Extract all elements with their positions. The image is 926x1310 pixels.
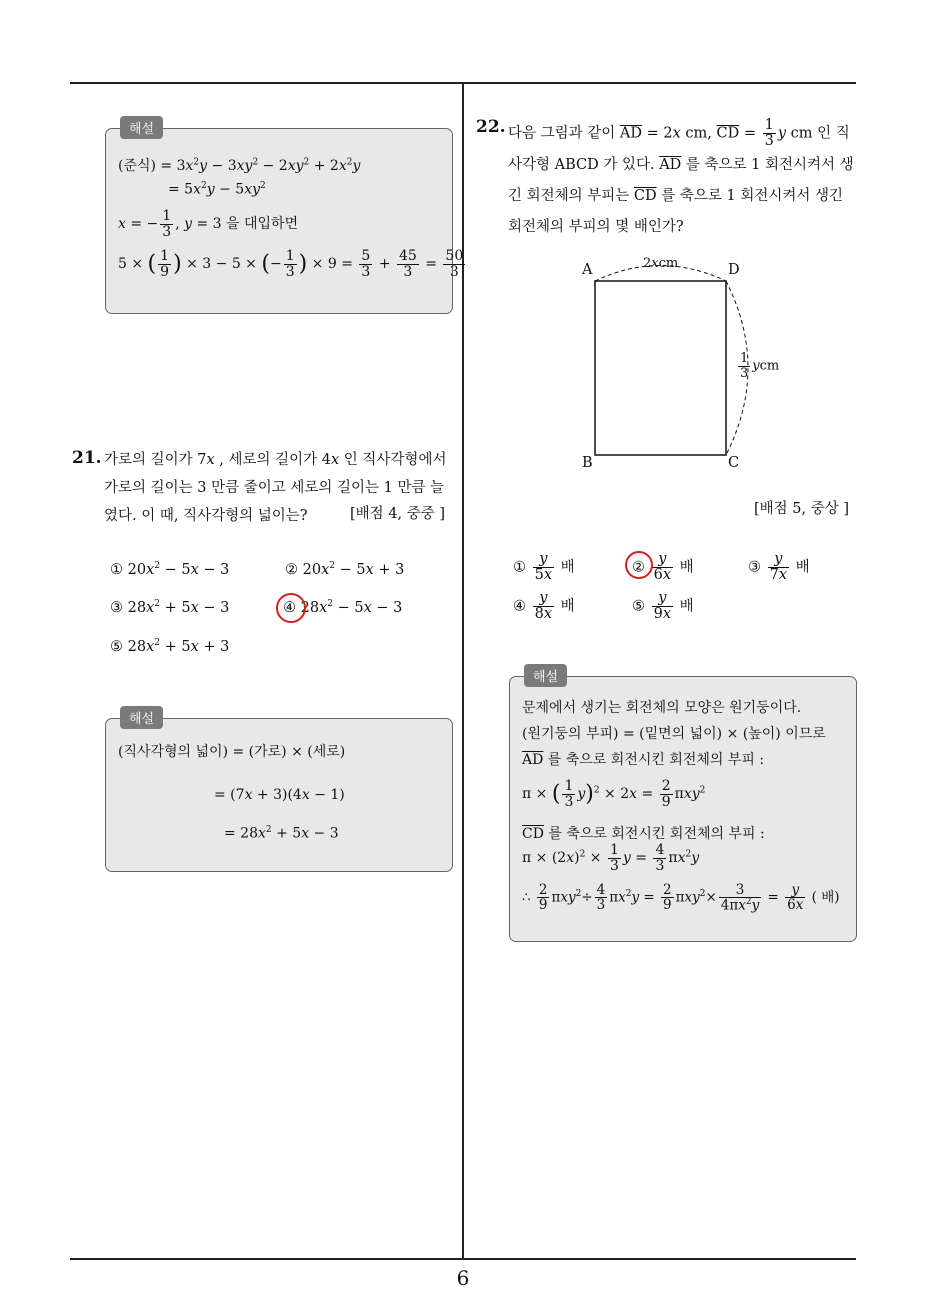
sol22-line7: ∴ $\frac{2}{9}$ πxy$^2$÷ $\frac{4}{3}$ $\pi x^2y$ = $\frac{2}{9}$ πxy$^2$× $\frac{3}{4\pi x^2y}$ = $\frac{y}{6x}$ ( 배) (522, 882, 840, 914)
option-21-4[interactable]: ④ $28x^2 - 5x - 3$ (283, 599, 403, 616)
sol20-line3: x = − $\frac{1}{3}$ , y = 3 을 대입하면 (118, 208, 299, 240)
solution-box-21 (105, 712, 453, 872)
sol22-line2: (원기둥의 부피) = (밑면의 넓이) × (높이) 이므로 (522, 726, 826, 742)
solution-tab: 해설 (120, 706, 163, 729)
sol22-line5: $\overline{CD}$ 를 축으로 회전시킨 회전체의 부피 : (522, 826, 765, 842)
question-text-22: 다음 그림과 같이 $\overline{AD} = 2x$ cm, $\overline{CD}$ = $\frac{1}{3}$ y cm 인 직사각형 ABCD 가 있다. $\overline{AD}$ 를 축으로 1 회전시켜서 생긴 회전체의 부피는 $\overline{CD}$ 를 축으로 1 회전시켜서 생긴 회전체의 부피의 몇 배인가? (508, 117, 854, 235)
question-text-21: 가로의 길이가 7x , 세로의 길이가 4x 인 직사각형에서 가로의 길이는 3 만큼 줄이고 세로의 길이는 1 만큼 늘였다. 이 때, 직사각형의 넓이는? (104, 452, 447, 524)
sol22-line6: $\pi \times (2x)^2$ × $\frac{1}{3}$ y = $\frac{4}{3}$ $\pi x^2y$ (522, 842, 700, 874)
label-side-length: $\frac{1}{3}$ ycm (740, 351, 780, 381)
option-21-1[interactable]: ① $20x^2 - 5x - 3$ (110, 561, 230, 578)
solution-tab: 해설 (120, 116, 163, 139)
label-a: A (582, 262, 593, 278)
option-22-5[interactable]: ⑤ $\frac{y}{9x}$ 배 (632, 590, 694, 623)
option-21-5[interactable]: ⑤ $28x^2 + 5x + 3$ (110, 638, 230, 655)
page-number: 6 (456, 1266, 470, 1290)
solution-box-20 (105, 122, 464, 314)
question-number-21: 21. (72, 448, 102, 468)
question-number-22: 22. (476, 117, 506, 137)
solution-tab: 해설 (524, 664, 567, 687)
label-c: C (728, 455, 740, 471)
score-21: [배점 4, 중중 ] (350, 506, 446, 522)
answer-mark-22 (625, 551, 653, 579)
sol20-line1: (준식) = $3x^2y - 3xy^2 - 2xy^2 + 2x^2y$ (118, 157, 361, 174)
score-22: [배점 5, 중상 ] (754, 501, 850, 517)
answer-mark-21 (276, 593, 306, 623)
sol21-line3: = $28x^2 + 5x - 3$ (224, 825, 339, 842)
label-top-length: 2xcm (643, 256, 679, 271)
sol21-line2: = (7x + 3)(4x − 1) (214, 787, 345, 803)
rectangle-abcd (595, 281, 726, 455)
option-22-1[interactable]: ① $\frac{y}{5x}$ 배 (513, 551, 575, 584)
sol21-line1: (직사각형의 넓이) = (가로) × (세로) (118, 744, 346, 760)
sol20-line4: 5 × ( $\frac{1}{9}$ ) × 3 − 5 × (− $\frac{1}{3}$ ) × 9 = $\frac{5}{3}$ + $\frac{45}{3}$ = $\frac{50}{3}$ (118, 248, 464, 280)
sol22-line3: $\overline{AD}$ 를 축으로 회전시킨 회전체의 부피 : (522, 752, 765, 768)
option-21-3[interactable]: ③ $28x^2 + 5x - 3$ (110, 599, 230, 616)
option-22-3[interactable]: ③ $\frac{y}{7x}$ 배 (748, 551, 810, 584)
bottom-rule (70, 1258, 856, 1260)
option-21-2[interactable]: ② $20x^2 - 5x + 3$ (285, 561, 405, 578)
sol22-line4: π × ( $\frac{1}{3}$ y)$^2$ × 2x = $\frac{2}{9}$ πxy$^2$ (522, 778, 706, 810)
option-22-2[interactable]: ② $\frac{y}{6x}$ 배 (632, 551, 694, 584)
sol22-line1: 문제에서 생기는 회전체의 모양은 원기둥이다. (522, 700, 802, 716)
option-22-4[interactable]: ④ $\frac{y}{8x}$ 배 (513, 590, 575, 623)
solution-box-22 (509, 670, 857, 942)
label-b: B (582, 455, 593, 471)
label-d: D (728, 262, 740, 278)
sol20-line2: = $5x^2y - 5xy^2$ (168, 181, 266, 198)
